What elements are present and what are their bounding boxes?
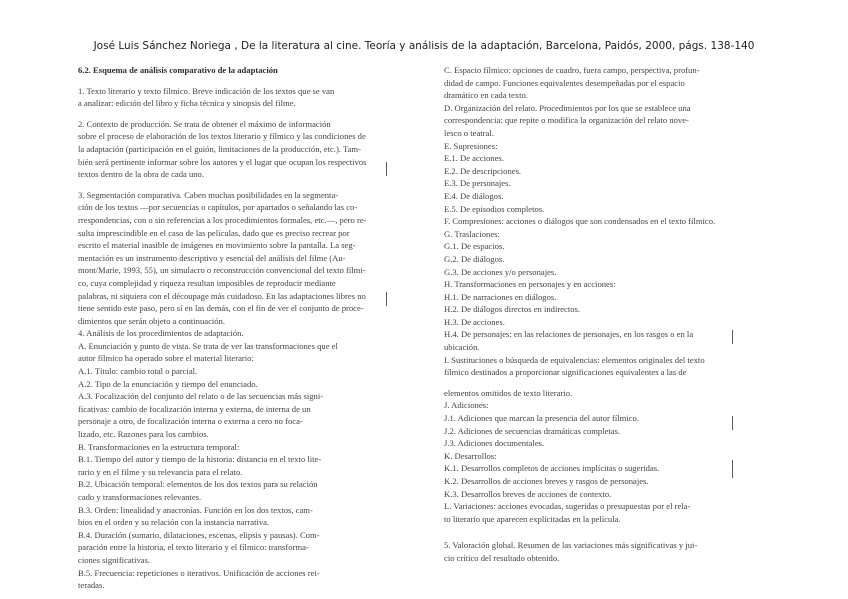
text-line: ubicación. [444,342,480,353]
text-line: dramático en cada texto. [444,90,528,101]
margin-mark [732,460,733,478]
margin-mark [732,416,733,430]
text-line: ciones significativas. [78,554,151,565]
spacer [78,110,385,118]
text-line: textos dentro de la obra de cada uno. [78,169,204,180]
text-line: dimientos que serán objeto a continuación. [78,315,226,326]
text-line: rrespondencias, con o sin referencias a los procedimientos formales, etc.—, pero re- [78,214,367,225]
text-line: lesco o teatral. [444,127,494,138]
scanned-page [78,64,768,591]
text-line: didad de campo. Funciones equivalentes desempeñadas por el espacio [444,77,685,88]
text-line: teradas. [78,580,105,591]
spacer [78,181,385,189]
text-line: ficativas: cambio de focalización interna y externa, de interna de un [78,403,311,414]
text-line: B.1. Tiempo del autor y tiempo de la historia: distancia en el texto lite- [78,454,322,465]
text-line: E.2. De descripciones. [444,165,522,176]
text-line: C. Espacio fílmico: opciones de cuadro, fuera campo, perspectiva, profun- [444,65,700,75]
text-line: mentación es un instrumento descriptivo y esencial del análisis del filme (Au- [78,252,346,263]
margin-mark [386,292,387,306]
text-line: sulta imprescindible en el caso de las películas, dado que es preciso recrear por [78,227,350,238]
text-line: co, cuya complejidad y riqueza resultan imposibles de reproducir mediante [78,277,336,288]
spacer [78,77,385,85]
text-line: K. Desarrollos: [444,450,497,461]
text-line: E.1. De acciones. [444,153,504,164]
text-line: mont/Marie, 1993, 55), un simulacro o reconstrucción convencional del texto fílmi- [78,265,366,276]
text-line: bios en el orden y su relación con la instancia narrativa. [78,517,270,528]
text-line: lizado, etc. Razones para los cambios. [78,429,209,440]
text-line: paración entre la historia, el texto literario y el fílmico: transforma- [78,542,309,553]
text-line: A.1. Título: cambio total o parcial. [78,366,198,377]
text-line: K.3. Desarrollos breves de acciones de contexto. [444,488,612,499]
section-heading: 6.2. Esquema de análisis comparativo de la adaptación [78,65,278,75]
text-line: la adaptación (participación en el guión, limitaciones de la producción, etc.). Tam- [78,143,361,154]
text-line: escrito el material inasible de imágenes en movimiento sobre la pantalla. La seg- [78,240,356,251]
text-line: G.3. De acciones y/o personajes. [444,266,557,277]
text-line: E.4. De diálogos. [444,190,504,201]
text-line: fílmico destinados a proporcionar significaciones equivalentes a las de [444,367,687,378]
text-line: B.5. Frecuencia: repeticiones o iterativos. Unificación de acciones rei- [78,567,320,578]
text-line: correspondencia: que repite o modifica la organización del relato nove- [444,115,689,126]
margin-mark [386,162,387,176]
text-line: J.3. Adiciones documentales. [444,438,545,449]
text-line: bién será pertinente informar sobre los autores y el lugar que ocupan los respectivos [78,156,367,167]
citation-header: José Luis Sánchez Noriega , De la literatura al cine. Teoría y análisis de la adaptación, Barcelona, Paidós, 2000, págs. 138-140 [93,40,755,52]
text-line: rario y en el filme y su relevancia para el relato. [78,466,243,477]
text-line: tiene sentido este paso, pero sí en las demás, con el fin de ver el conjunto de proce- [78,303,364,314]
text-line: E.5. De episodios completos. [444,203,545,214]
margin-mark [732,330,733,344]
text-line: G.2. De diálogos. [444,253,505,264]
spacer [444,525,720,539]
text-line: H.3. De acciones. [444,316,505,327]
text-line: K.2. Desarrollos de acciones breves y rasgos de personajes. [444,476,649,486]
text-line: D. Organización del relato. Procedimientos por los que se establece una [444,102,691,113]
text-line: H.4. De personajes: en las relaciones de personajes, en los rasgos o en la [444,329,694,340]
text-line: H. Transformaciones en personajes y en acciones: [444,279,616,290]
spacer [444,379,720,387]
text-line: autor fílmico ha operado sobre el material literario: [78,353,254,364]
text-line: J.1. Adiciones que marcan la presencia del autor fílmico. [444,413,639,424]
text-line: cado y transformaciones relevantes. [78,492,202,502]
text-line: a analizar: edición del libro y ficha técnica y sinopsis del filme. [78,98,296,109]
text-line: elementos omitidos de texto literario. [444,387,573,398]
text-line: E.3. De personajes. [444,178,511,189]
text-line: J. Adiciones: [444,400,489,411]
text-line: B. Transformaciones en la estructura temporal: [78,441,240,452]
text-line: cio crítico del resultado obtenido. [444,552,560,563]
text-line: H.1. De narraciones en diálogos. [444,291,557,302]
text-line: K.1. Desarrollos completos de acciones implícitas o sugeridas. [444,463,660,474]
right-column [444,64,720,565]
text-line: B.2. Ubicación temporal: elementos de los dos textos para su relación [78,479,318,490]
left-column [78,64,385,592]
text-line: personaje a otro, de focalización interna o externa a cero no foca- [78,416,303,427]
text-line: J.2. Adiciones de secuencias dramáticas completas. [444,425,621,436]
text-line: to literario que aparecen explicitadas en la película. [444,513,621,524]
text-line: F. Compresiones: acciones o diálogos que son condensados en el texto fílmico. [444,216,716,227]
text-line: E. Supresiones: [444,140,498,151]
text-line: B.4. Duración (sumario, dilataciones, escenas, elipsis y pausas). Com- [78,529,320,540]
text-line: L. Variaciones: acciones evocadas, sugeridas o presupuestas por el rela- [444,501,691,512]
text-line: A. Enunciación y punto de vista. Se trata de ver las transformaciones que el [78,340,338,351]
text-line: palabras, ni siquiera con el découpage más cuidadoso. En las adaptaciones libres no [78,290,366,301]
text-line: sobre el proceso de elaboración de los textos literario y fílmico y las condiciones de [78,131,366,142]
text-line: ción de los textos —por secuencias o capítulos, por apartados o señalando las co- [78,202,358,213]
text-line: 5. Valoración global. Resumen de las variaciones más significativas y jui- [444,540,698,551]
text-line: I. Sustituciones o búsqueda de equivalencias: elementos originales del texto [444,354,705,365]
text-line: G.1. De espacios. [444,241,505,252]
text-line: 3. Segmentación comparativa. Caben muchas posibilidades en la segmenta- [78,189,339,200]
text-line: 1. Texto literario y texto fílmico. Breve indicación de los textos que se van [78,85,335,96]
text-line: A.2. Tipo de la enunciación y tiempo del enunciado. [78,378,258,389]
text-line: 2. Contexto de producción. Se trata de obtener el máximo de información [78,118,331,129]
text-line: H.2. De diálogos directos en indirectos. [444,304,581,315]
text-line: G. Traslaciones: [444,228,500,239]
text-line: 4. Análisis de los procedimientos de adaptación. [78,328,244,339]
text-line: B.3. Orden: linealidad y anacronías. Función en los dos textos, cam- [78,504,313,515]
text-line: A.3. Focalización del conjunto del relato o de las secuencias más signi- [78,391,324,402]
